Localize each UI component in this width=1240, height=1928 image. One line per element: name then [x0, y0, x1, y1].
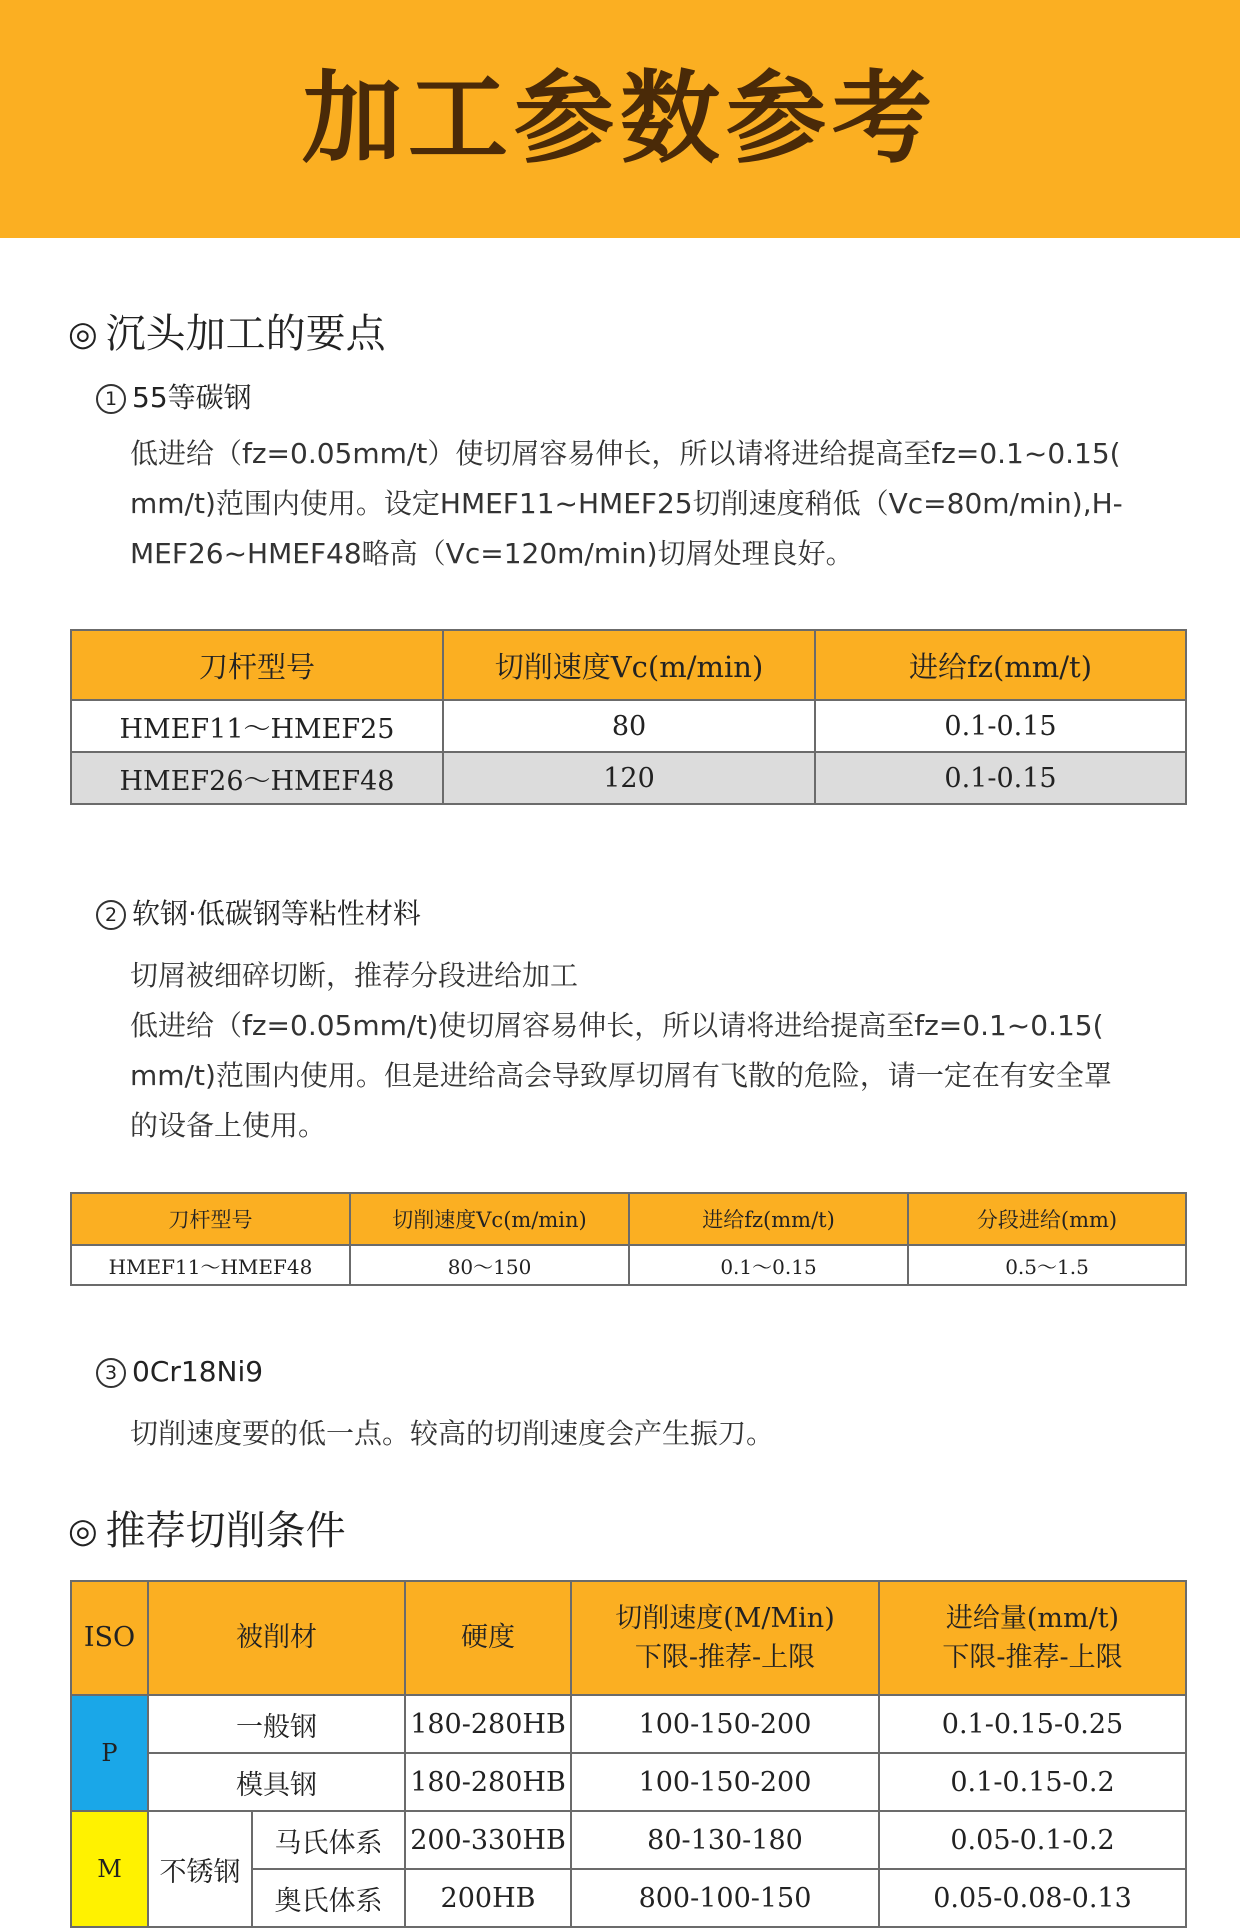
cell-speed: 100-150-200 [571, 1695, 879, 1753]
section-heading-recommended-conditions [68, 1508, 346, 1554]
paragraph-line: mm/t)范围内使用。但是进给高会导致厚切屑有飞散的危险，请一定在有安全罩 [130, 1059, 1112, 1092]
table-row [71, 700, 1186, 752]
cell-hardness: 200HB [405, 1869, 571, 1927]
cell-hardness: 180-280HB [405, 1753, 571, 1811]
table-row [71, 1695, 1186, 1753]
mild-steel-params-table [70, 1192, 1187, 1286]
column-header-feed: 进给fz(mm/t) [815, 630, 1186, 700]
paragraph-line: 切屑被细碎切断，推荐分段进给加工 [130, 959, 579, 992]
header-banner [0, 0, 1240, 238]
cell-peck-feed: 0.5～1.5 [908, 1245, 1186, 1285]
cell-material: 一般钢 [148, 1695, 405, 1753]
column-header-hardness: 硬度 [405, 1581, 571, 1695]
table-row [71, 1811, 1186, 1869]
item-title: 0Cr18Ni9 [132, 1355, 264, 1388]
table-row [71, 752, 1186, 804]
cell-hardness: 200-330HB [405, 1811, 571, 1869]
cell-model: HMEF11～HMEF48 [71, 1245, 350, 1285]
double-circle-icon: ◎ [68, 1511, 98, 1551]
column-header-cutting-speed: 切削速度Vc(m/min) [443, 630, 815, 700]
cell-feed: 0.1-0.15-0.25 [879, 1695, 1186, 1753]
circled-number-icon: 2 [96, 900, 126, 930]
column-header-feed: 进给fz(mm/t) [629, 1193, 908, 1245]
cell-model: HMEF26～HMEF48 [71, 752, 443, 804]
cell-feed: 0.1-0.15-0.2 [879, 1753, 1186, 1811]
cell-feed: 0.05-0.1-0.2 [879, 1811, 1186, 1869]
paragraph-line: 低进给（fz=0.05mm/t）使切屑容易伸长，所以请将进给提高至fz=0.1~0.15( [130, 437, 1121, 470]
item-heading-3 [96, 1355, 264, 1388]
cell-speed: 120 [443, 752, 815, 804]
item-title: 55等碳钢 [132, 381, 252, 414]
header-line: 下限-推荐-上限 [942, 1642, 1123, 1673]
iso-class-cell: M [71, 1811, 148, 1927]
table-header-row [71, 630, 1186, 700]
column-header-feed-rate [879, 1581, 1186, 1695]
item-heading-1 [96, 381, 252, 414]
column-header-holder-model: 刀杆型号 [71, 630, 443, 700]
section-title: 沉头加工的要点 [105, 311, 386, 357]
paragraph-line: 低进给（fz=0.05mm/t)使切屑容易伸长，所以请将进给提高至fz=0.1~0.15( [130, 1009, 1104, 1042]
header-line: 进给量(mm/t) [945, 1602, 1120, 1634]
item-title: 软钢·低碳钢等粘性材料 [132, 897, 421, 930]
circled-number-icon: 3 [96, 1358, 126, 1388]
cell-feed: 0.1～0.15 [629, 1245, 908, 1285]
paragraph-line: MEF26~HMEF48略高（Vc=120m/min)切屑处理良好。 [130, 537, 854, 570]
cell-speed: 800-100-150 [571, 1869, 879, 1927]
recommended-cutting-conditions-table [70, 1580, 1187, 1928]
column-header-cutting-speed: 切削速度Vc(m/min) [350, 1193, 629, 1245]
cell-speed: 80 [443, 700, 815, 752]
paragraph-line: 的设备上使用。 [130, 1109, 327, 1142]
item-heading-2 [96, 897, 421, 930]
column-header-holder-model: 刀杆型号 [71, 1193, 350, 1245]
column-header-cutting-speed [571, 1581, 879, 1695]
page-title: 加工参数参考 [302, 60, 938, 177]
cell-material: 马氏体系 [252, 1811, 405, 1869]
double-circle-icon: ◎ [68, 314, 98, 354]
paragraph-line: mm/t)范围内使用。设定HMEF11~HMEF25切削速度稍低（Vc=80m/min),H- [130, 487, 1123, 520]
cell-feed: 0.1-0.15 [815, 700, 1186, 752]
cell-speed: 100-150-200 [571, 1753, 879, 1811]
header-line: 切削速度(M/Min) [615, 1602, 835, 1634]
cell-material: 模具钢 [148, 1753, 405, 1811]
section-heading-countersink [68, 311, 386, 357]
section-title: 推荐切削条件 [105, 1508, 346, 1554]
cell-model: HMEF11～HMEF25 [71, 700, 443, 752]
table-header-row [71, 1193, 1186, 1245]
cell-material-category: 不锈钢 [148, 1811, 252, 1927]
circled-number-icon: 1 [96, 384, 126, 414]
column-header-material: 被削材 [148, 1581, 405, 1695]
cell-material: 奥氏体系 [252, 1869, 405, 1927]
cell-hardness: 180-280HB [405, 1695, 571, 1753]
table-header-row [71, 1581, 1186, 1695]
cell-feed: 0.1-0.15 [815, 752, 1186, 804]
cell-speed: 80～150 [350, 1245, 629, 1285]
header-line: 下限-推荐-上限 [634, 1642, 816, 1673]
iso-class-cell: P [71, 1695, 148, 1811]
paragraph-line: 切削速度要的低一点。较高的切削速度会产生振刀。 [130, 1417, 775, 1450]
carbon-steel-params-table [70, 629, 1187, 805]
cell-speed: 80-130-180 [571, 1811, 879, 1869]
column-header-iso: ISO [71, 1581, 148, 1695]
table-row [71, 1245, 1186, 1285]
table-row [71, 1753, 1186, 1811]
column-header-peck-feed: 分段进给(mm) [908, 1193, 1186, 1245]
cell-feed: 0.05-0.08-0.13 [879, 1869, 1186, 1927]
